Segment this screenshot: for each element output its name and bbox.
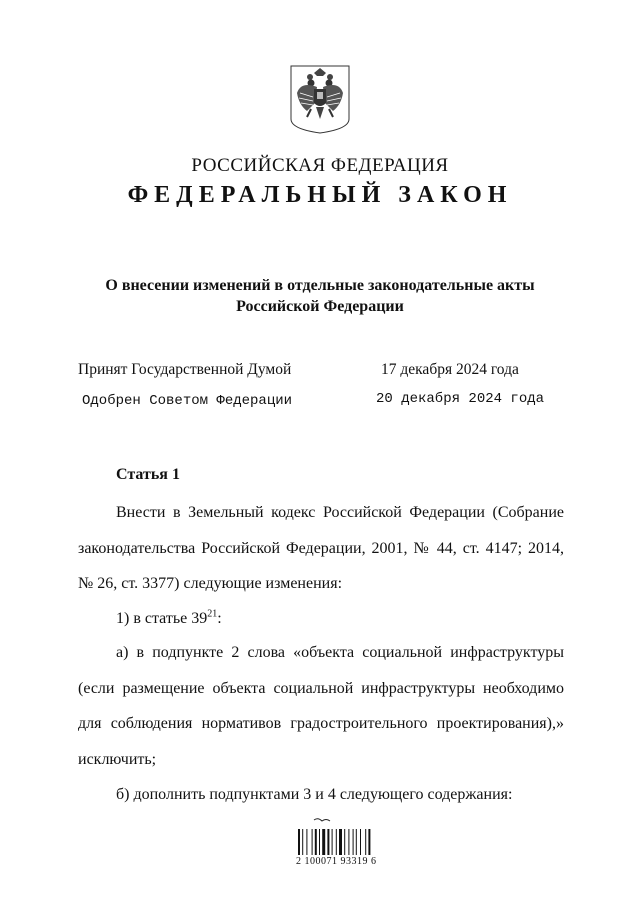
- law-title-line-2: Российской Федерации: [236, 298, 404, 315]
- item-1-colon: :: [217, 610, 222, 627]
- country-heading: РОССИЙСКАЯ ФЕДЕРАЦИЯ: [191, 155, 449, 176]
- item-1-text: 1) в статье 39: [116, 610, 208, 627]
- article-item-1: [78, 601, 564, 637]
- council-approval-date: 20 декабря 2024 года: [376, 391, 545, 407]
- barcode-icon: [296, 817, 386, 887]
- council-approval-label: Одобрен Советом Федерации: [82, 393, 293, 409]
- duma-adoption-label: Принят Государственной Думой: [78, 361, 292, 378]
- article-paragraph-intro: Внести в Земельный кодекс Российской Федерации (Собрание законодательства Российской Федерации, 2001, № 44, ст. 4147; 2014, № 26, ст. 3377) следующие изменения:: [78, 504, 564, 592]
- coat-of-arms-icon: [287, 63, 353, 135]
- article-heading: Статья 1: [116, 466, 180, 483]
- duma-adoption-date: 17 декабря 2024 года: [381, 361, 519, 378]
- article-item-b: б) дополнить подпунктами 3 и 4 следующего содержания:: [116, 786, 513, 803]
- barcode-number: 2 100071 93319 6: [296, 856, 377, 867]
- item-1-superscript: 21: [207, 608, 218, 620]
- law-title: [60, 275, 580, 317]
- article-item-a: а) в подпункте 2 слова «объекта социальной инфраструктуры (если размещение объекта социальной инфраструктуры необходимо для соблюдения нормативов градостроительного проектирования),» исключить;: [78, 644, 564, 768]
- law-title-line-1: О внесении изменений в отдельные законодательные акты: [105, 277, 535, 294]
- law-type-heading: ФЕДЕРАЛЬНЫЙ ЗАКОН: [127, 182, 513, 208]
